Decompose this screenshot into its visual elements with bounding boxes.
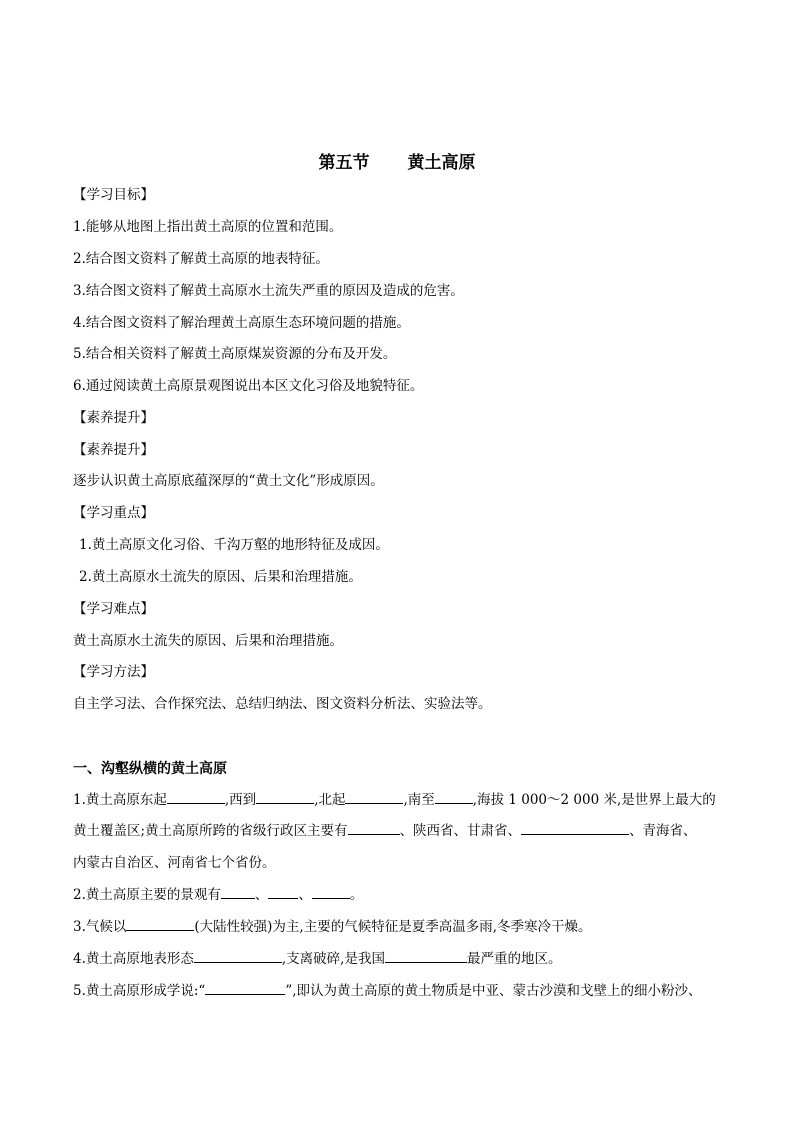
difficult-points-header: 【学习难点】 xyxy=(73,601,154,617)
answer-blank[interactable] xyxy=(126,918,194,931)
key-points-header: 【学习重点】 xyxy=(73,505,154,521)
question-1-line-1: 1.黄土高原东起 ,西到 ,北起 ,南至 ,海拔 1 000～2 000 米,是世界上最大的 xyxy=(73,792,716,808)
page-title xyxy=(0,148,794,173)
methods-header: 【学习方法】 xyxy=(73,664,154,680)
literacy-header: 【素养提升】 xyxy=(73,442,154,458)
section-heading: 一、沟壑纵横的黄土高原 xyxy=(73,761,227,777)
answer-blank[interactable] xyxy=(194,950,282,963)
key-point-item: 1.黄土高原文化习俗、千沟万壑的地形特征及成因。 xyxy=(79,537,389,553)
answer-blank[interactable] xyxy=(205,982,285,995)
question-2: 2.黄土高原主要的景观有 、 、 。 xyxy=(73,887,364,903)
objective-item: 2.结合图文资料了解黄土高原的地表特征。 xyxy=(73,251,329,267)
difficult-points-text: 黄土高原水土流失的原因、后果和治理措施。 xyxy=(73,633,343,649)
question-1-line-2: 黄土覆盖区;黄土高原所跨的省级行政区主要有 、陕西省、甘肃省、 、青海省、 xyxy=(73,823,697,839)
answer-blank[interactable] xyxy=(521,822,629,835)
title-section-number: 第五节 xyxy=(318,153,370,173)
objective-item: 5.结合相关资料了解黄土高原煤炭资源的分布及开发。 xyxy=(73,346,397,362)
objective-item: 6.通过阅读黄土高原景观图说出本区文化习俗及地貌特征。 xyxy=(73,378,424,394)
question-3: 3.气候以 (大陆性较强)为主,主要的气候特征是夏季高温多雨,冬季寒冷干燥。 xyxy=(73,919,592,935)
objective-item: 1.能够从地图上指出黄土高原的位置和范围。 xyxy=(73,219,343,235)
answer-blank[interactable] xyxy=(268,886,298,899)
answer-blank[interactable] xyxy=(345,791,403,804)
question-5: 5.黄土高原形成学说:“ ”,即认为黄土高原的黄土物质是中亚、蒙古沙漠和戈壁上的细小粉沙、 xyxy=(73,983,702,999)
literacy-header: 【素养提升】 xyxy=(73,410,154,426)
objective-item: 3.结合图文资料了解黄土高原水土流失严重的原因及造成的危害。 xyxy=(73,283,464,299)
key-point-item: 2.黄土高原水土流失的原因、后果和治理措施。 xyxy=(79,569,362,585)
answer-blank[interactable] xyxy=(312,886,350,899)
answer-blank[interactable] xyxy=(256,791,314,804)
question-4: 4.黄土高原地表形态 ,支离破碎,是我国 最严重的地区。 xyxy=(73,951,562,967)
answer-blank[interactable] xyxy=(221,886,255,899)
literacy-text: 逐步认识黄土高原底蕴深厚的“黄土文化”形成原因。 xyxy=(73,473,384,489)
answer-blank[interactable] xyxy=(167,791,225,804)
objectives-header: 【学习目标】 xyxy=(73,187,154,203)
methods-text: 自主学习法、合作探究法、总结归纳法、图文资料分析法、实验法等。 xyxy=(73,696,492,712)
answer-blank[interactable] xyxy=(435,791,473,804)
question-1-line-3: 内蒙古自治区、河南省七个省份。 xyxy=(73,855,276,871)
answer-blank[interactable] xyxy=(348,822,400,835)
objective-item: 4.结合图文资料了解治理黄土高原生态环境问题的措施。 xyxy=(73,315,410,331)
answer-blank[interactable] xyxy=(385,950,467,963)
title-topic: 黄土高原 xyxy=(407,153,476,173)
